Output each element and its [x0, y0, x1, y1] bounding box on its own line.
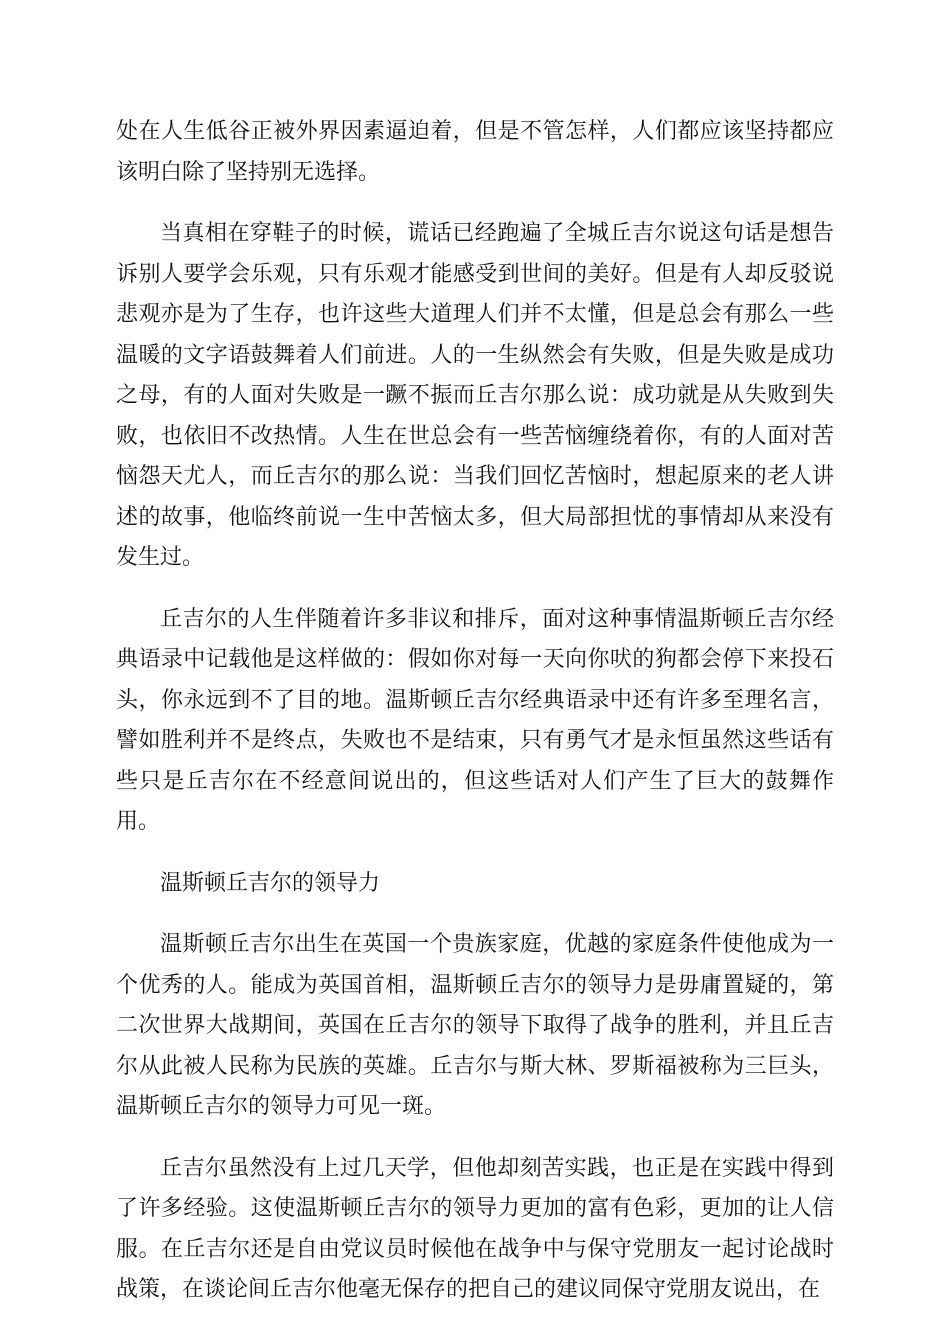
paragraph: 当真相在穿鞋子的时候，谎话已经跑遍了全城丘吉尔说这句话是想告诉别人要学会乐观，只有乐观才能感受到世间的美好。但是有人却反驳说悲观亦是为了生存，也许这些大道理人们并不太懂，但是总会有那么一些温暖的文字语鼓舞着人们前进。人的一生纵然会有失败，但是失败是成功之母，有的人面对失败是一蹶不振而丘吉尔那么说：成功就是从失败到失败，也依旧不改热情。人生在世总会有一些苦恼缠绕着你，有的人面对苦恼怨天尤人，而丘吉尔的那么说：当我们回忆苦恼时，想起原来的老人讲述的故事，他临终前说一生中苦恼太多，但大局部担忧的事情却从来没有发生过。: [116, 221, 834, 570]
section-heading: 温斯顿丘吉尔的领导力: [160, 870, 381, 896]
document-page: [116, 112, 834, 1332]
paragraph-continued: 处在人生低谷正被外界因素逼迫着，但是不管怎样，人们都应该坚持都应该明白除了坚持别无选择。: [116, 119, 834, 185]
paragraph: 丘吉尔的人生伴随着许多非议和排斥，面对这种事情温斯顿丘吉尔经典语录中记载他是这样做的：假如你对每一天向你吠的狗都会停下来投石头，你永远到不了目的地。温斯顿丘吉尔经典语录中还有许多至理名言，譬如胜利并不是终点，失败也不是结束，只有勇气才是永恒虽然这些话有些只是丘吉尔在不经意间说出的，但这些话对人们产生了巨大的鼓舞作用。: [116, 606, 834, 834]
paragraph: 丘吉尔虽然没有上过几天学，但他却刻苦实践，也正是在实践中得到了许多经验。这使温斯顿丘吉尔的领导力更加的富有色彩，更加的让人信服。在丘吉尔还是自由党议员时候他在战争中与保守党朋友一起讨论战时战策，在谈论间丘吉尔他毫无保存的把自己的建议同保守党朋友说出，在: [116, 1155, 834, 1302]
paragraph: 温斯顿丘吉尔出生在英国一个贵族家庭，优越的家庭条件使他成为一个优秀的人。能成为英国首相，温斯顿丘吉尔的领导力是毋庸置疑的，第二次世界大战期间，英国在丘吉尔的领导下取得了战争的胜利，并且丘吉尔从此被人民称为民族的英雄。丘吉尔与斯大林、罗斯福被称为三巨头，温斯顿丘吉尔的领导力可见一斑。: [116, 932, 834, 1119]
